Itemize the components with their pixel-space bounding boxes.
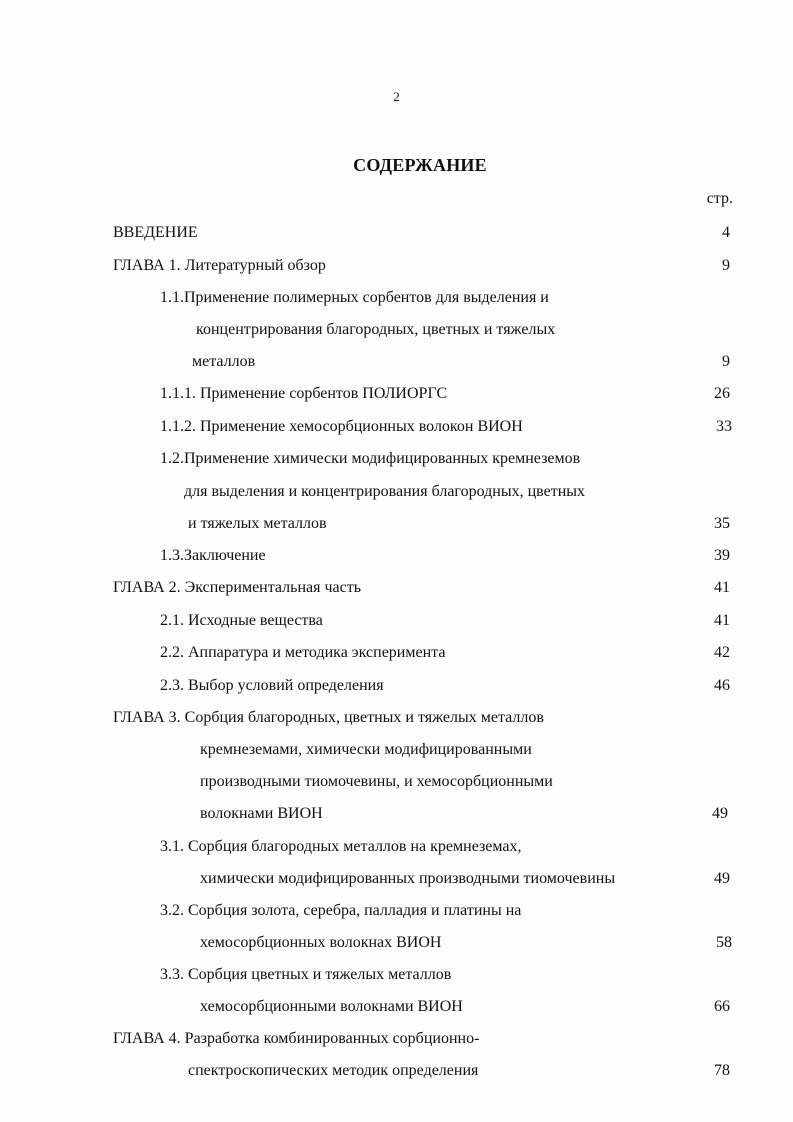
pages-column-header: стр. [706,190,733,207]
toc-entry-1-2-line-3: и тяжелых металлов [188,515,327,532]
toc-entry-1-2-line-1: 1.2.Применение химически модифицированных кремнеземов [160,450,581,467]
toc-page-number: 9 [722,353,730,370]
toc-page-number: 26 [714,385,730,402]
toc-entry-1-1-line-3: металлов [192,353,256,370]
toc-entry-1-2-line-2: для выделения и концентрирования благородных, цветных [184,483,586,500]
page-number: 2 [393,89,400,104]
toc-page-number: 42 [714,644,730,661]
toc-entry-chapter-1: ГЛАВА 1. Литературный обзор [113,257,326,274]
toc-entry-chapter-4-line-2: спектроскопических методик определения [188,1062,479,1079]
toc-entry-chapter-3-line-4: волокнами ВИОН [200,805,323,822]
toc-entry-chapter-2: ГЛАВА 2. Экспериментальная часть [113,579,361,596]
toc-entry-2-1: 2.1. Исходные вещества [160,612,323,629]
toc-entry-1-1-1: 1.1.1. Применение сорбентов ПОЛИОРГС [160,385,448,402]
toc-entry-3-1-line-2: химически модифицированных производными тиомочевины [200,870,616,887]
toc-entry-chapter-3-line-3: производными тиомочевины, и хемосорбционными [200,773,553,790]
toc-page-number: 46 [714,677,730,694]
toc-entry-3-1-line-1: 3.1. Сорбция благородных металлов на кремнеземах, [160,838,522,855]
toc-entry-3-2-line-1: 3.2. Сорбция золота, серебра, палладия и платины на [160,902,522,919]
toc-page-number: 58 [716,934,732,951]
toc-entry-3-3-line-1: 3.3. Сорбция цветных и тяжелых металлов [160,966,452,983]
toc-page-number: 49 [714,870,730,887]
toc-page-number: 35 [714,515,730,532]
toc-page-number: 9 [722,257,730,274]
toc-entry-1-1-line-1: 1.1.Применение полимерных сорбентов для выделения и [160,289,549,306]
toc-entry-3-2-line-2: хемосорбционных волокнах ВИОН [200,934,442,951]
toc-page-number: 33 [716,418,732,435]
toc-page-number: 66 [714,998,730,1015]
toc-page-number: 41 [714,579,730,596]
toc-entry-1-3: 1.3.Заключение [160,547,266,564]
toc-entry-2-3: 2.3. Выбор условий определения [160,677,384,694]
toc-entry-1-1-line-2: концентрирования благородных, цветных и тяжелых [196,321,556,338]
toc-entry-introduction: ВВЕДЕНИЕ [113,224,198,241]
toc-page-number: 39 [714,547,730,564]
toc-entry-chapter-4-line-1: ГЛАВА 4. Разработка комбинированных сорбционно- [113,1030,480,1047]
toc-entry-2-2: 2.2. Аппаратура и методика эксперимента [160,644,446,661]
toc-entry-chapter-3-line-2: кремнеземами, химически модифицированными [200,741,532,758]
toc-entry-chapter-3-line-1: ГЛАВА 3. Сорбция благородных, цветных и тяжелых металлов [113,709,544,726]
toc-page-number: 49 [712,805,728,822]
toc-page-number: 41 [714,612,730,629]
toc-entry-3-3-line-2: хемосорбционными волокнами ВИОН [200,998,463,1015]
toc-page-number: 78 [714,1062,730,1079]
toc-title: СОДЕРЖАНИЕ [353,155,487,175]
toc-entry-1-1-2: 1.1.2. Применение хемосорбционных волокон ВИОН [160,418,523,435]
toc-page-number: 4 [722,224,730,241]
